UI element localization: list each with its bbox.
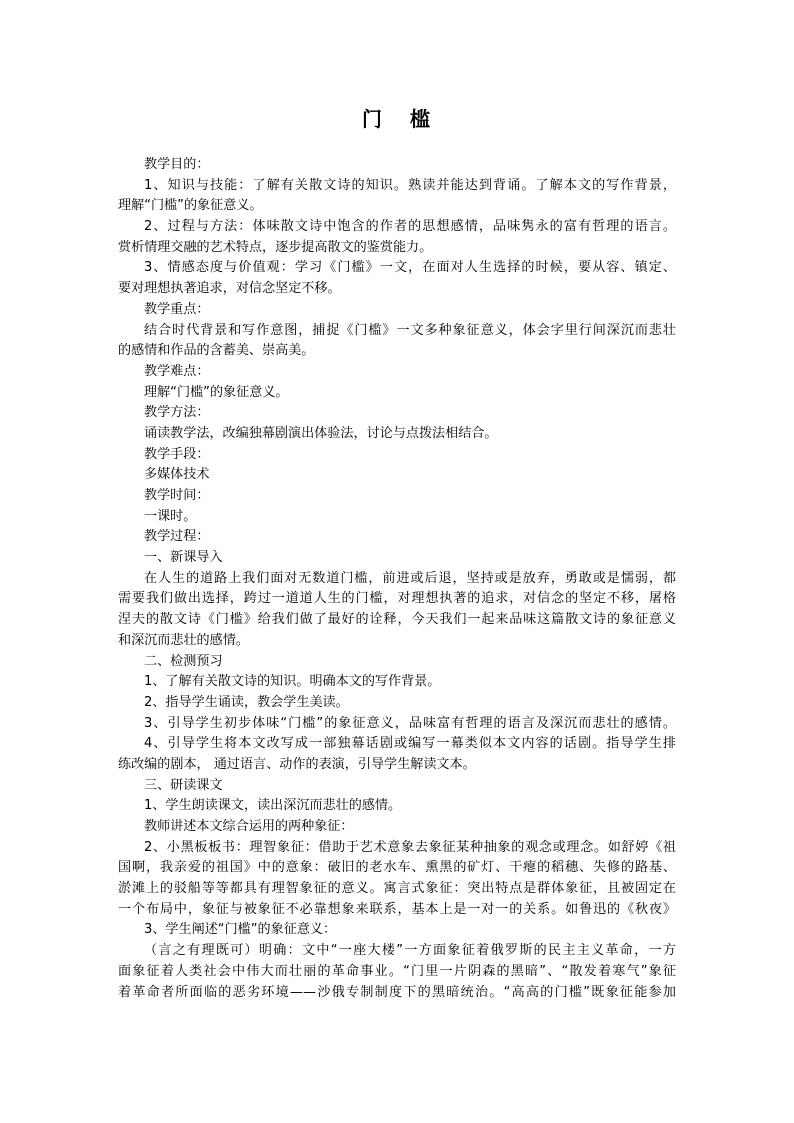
text-line: 教学过程： [144, 529, 210, 545]
document-body [118, 155, 676, 1003]
text-line: 淤滩上的驳船等等都具有理智象征的意义。寓言式象征：突出特点是群体象征，且被固定在 [118, 881, 676, 897]
text-line: 1、学生朗读课文，读出深沉而悲壮的感情。 [144, 798, 402, 814]
text-line: 教学手段： [144, 446, 210, 462]
text-line: 练改编的剧本， 通过语言、动作的表演，引导学生解读文本。 [118, 756, 476, 772]
text-line: 教学目的： [144, 157, 210, 172]
text-line: 一课时。 [144, 508, 197, 524]
text-line: 三、研读课文 [144, 777, 223, 793]
text-line: 国啊，我亲爱的祖国》中的意象：破旧的老水车、熏黑的矿灯、干瘪的稻穗、失修的路基、 [118, 860, 676, 876]
text-line: 教学重点： [144, 301, 210, 317]
text-line: 的感情和作品的含蓄美、崇高美。 [118, 343, 315, 359]
text-line: 教学方法： [144, 405, 210, 421]
text-line: 诵读教学法，改编独幕剧演出体验法，讨论与点拨法相结合。 [144, 425, 498, 441]
text-line: 3、情感态度与价值观：学习《门槛》一文，在面对人生选择的时候，要从容、镇定、 [144, 260, 676, 276]
text-line: 教学时间： [144, 488, 210, 503]
title-char-2: 槛 [410, 107, 432, 131]
title-char-1: 门 [362, 107, 384, 131]
text-line: 一个布局中，象征与被象征不必靠想象来联系，基本上是一对一的关系。如鲁迅的《秋夜》 [118, 901, 676, 917]
text-line: 2、过程与方法：体味散文诗中饱含的作者的思想感情，品味隽永的富有哲理的语言。 [144, 219, 676, 235]
text-line: 3、引导学生初步体味“门槛”的象征意义，品味富有哲理的语言及深沉而悲壮的感情。 [144, 715, 676, 731]
text-line: 3、学生阐述“门槛”的象征意义： [144, 922, 337, 938]
text-line: 涅夫的散文诗《门槛》给我们做了最好的诠释，今天我们一起来品味这篇散文诗的象征意义 [118, 612, 676, 628]
text-line: 和深沉而悲壮的感情。 [118, 632, 249, 648]
text-line: 1、了解有关散文诗的知识。明确本文的写作背景。 [144, 674, 441, 690]
text-line: 结合时代背景和写作意图，捕捉《门槛》一文多种象征意义，体会字里行间深沉而悲壮 [144, 322, 676, 338]
text-line: 2、指导学生诵读，教会学生美读。 [144, 694, 349, 710]
text-line: 理解“门槛”的象征意义。 [144, 384, 289, 400]
text-line: 2、小黑板板书：理智象征：借助于艺术意象去象征某种抽象的观念或理念。如舒婷《祖 [144, 839, 676, 855]
text-line: 一、新课导入 [144, 550, 223, 566]
text-line: 教师讲述本文综合运用的两种象征： [144, 819, 354, 834]
text-line: 理解“门槛”的象征意义。 [118, 198, 263, 214]
text-line: 二、检测预习 [144, 653, 223, 669]
text-line: 多媒体技术 [144, 467, 210, 483]
text-line: 教学难点： [144, 363, 210, 379]
page-title [0, 103, 794, 132]
text-line: 面象征着人类社会中伟大而壮丽的革命事业。“门里一片阴森的黑暗”、“散发着寒气”象征 [118, 963, 676, 979]
text-line: 需要我们做出选择，跨过一道道人生的门槛，对理想执著的追求，对信念的坚定不移，屠格 [118, 591, 676, 607]
text-line: （言之有理既可）明确：文中“一座大楼”一方面象征着俄罗斯的民主主义革命，一方 [144, 943, 676, 959]
text-line: 1、知识与技能：了解有关散文诗的知识。熟读并能达到背诵。了解本文的写作背景， [144, 177, 676, 193]
text-line: 在人生的道路上我们面对无数道门槛，前进或后退，坚持或是放弃，勇敢或是懦弱，都 [144, 570, 676, 586]
text-line: 着革命者所面临的恶劣环境——沙俄专制制度下的黑暗统治。“高高的门槛”既象征能参加 [118, 984, 676, 1000]
text-line: 4、引导学生将本文改写成一部独幕话剧或编写一幕类似本文内容的话剧。指导学生排 [144, 736, 676, 752]
text-line: 赏析情理交融的艺术特点，逐步提高散文的鉴赏能力。 [118, 239, 433, 255]
text-line: 要对理想执著追求，对信念坚定不移。 [118, 281, 341, 297]
